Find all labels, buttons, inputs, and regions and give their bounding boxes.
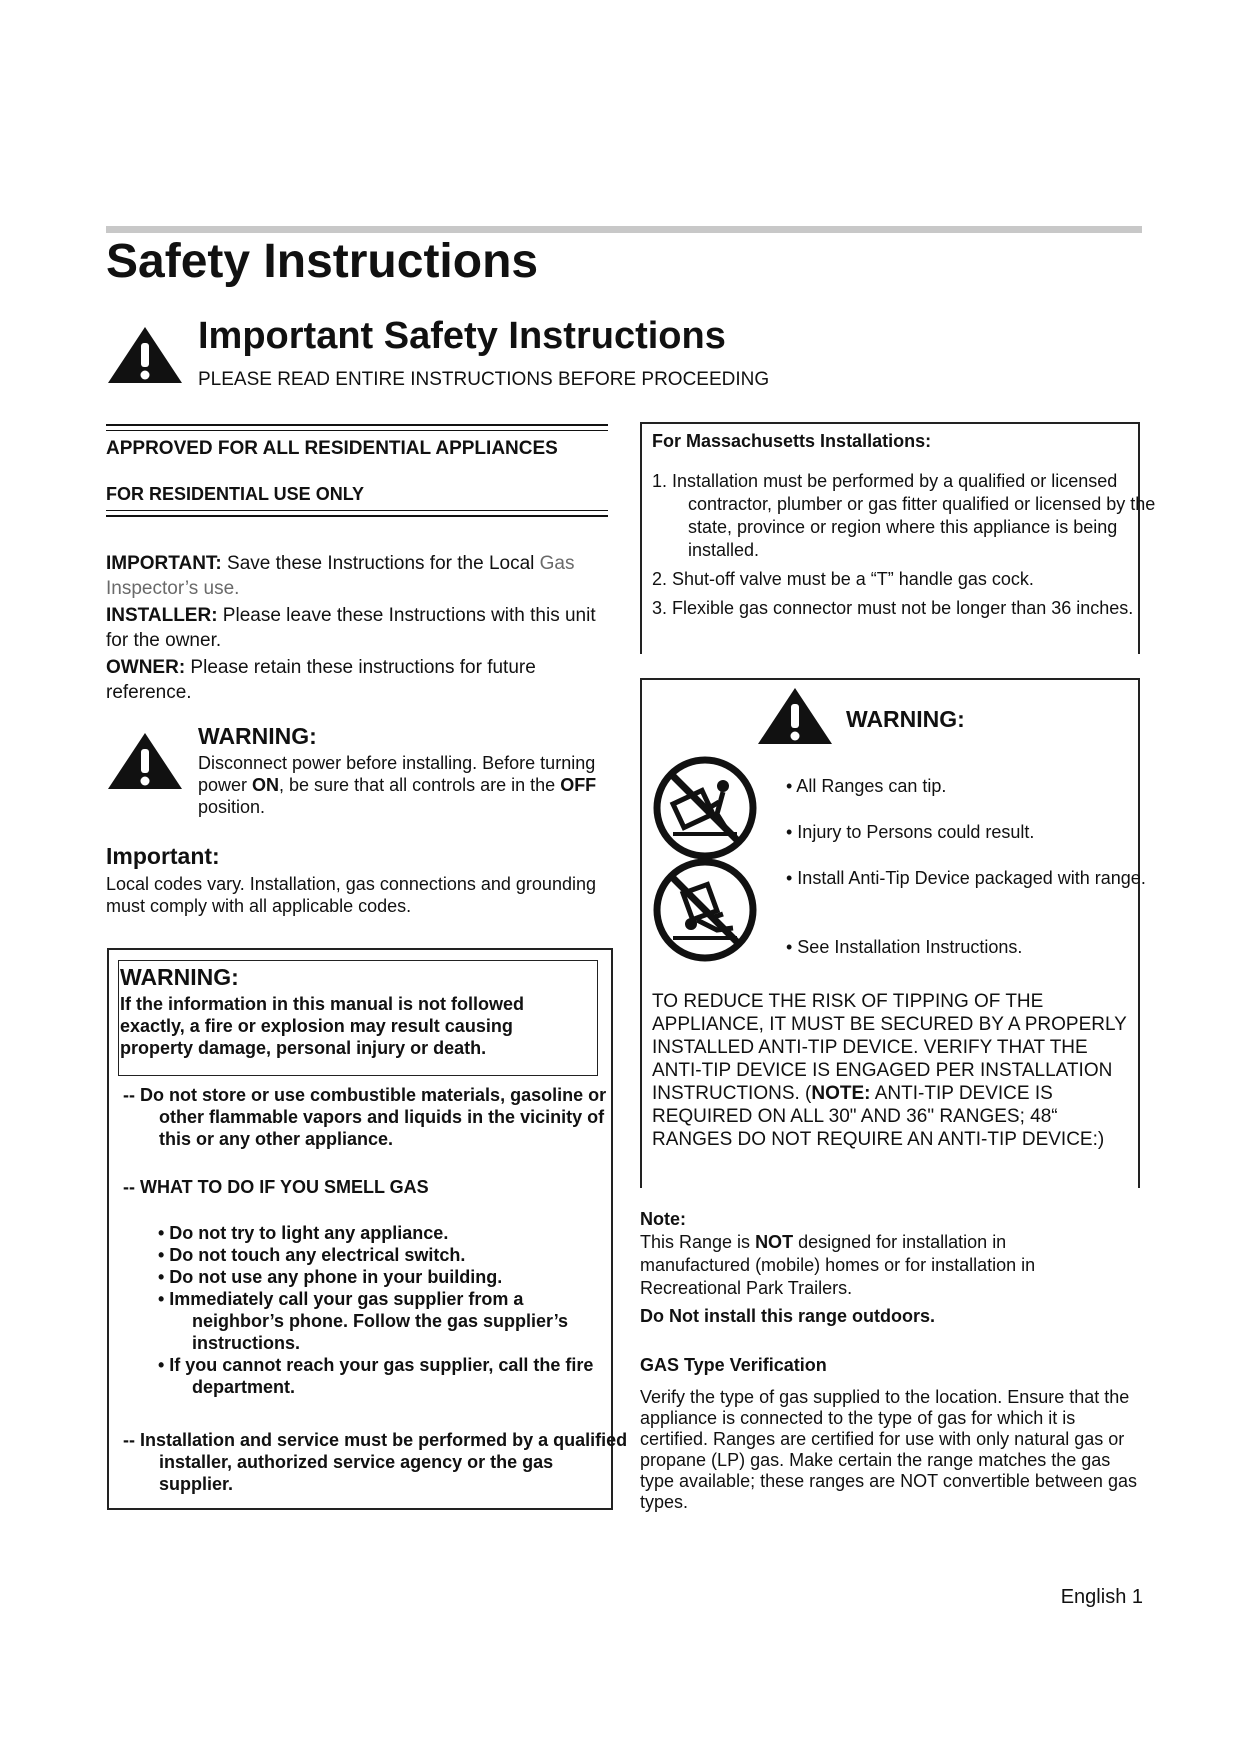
warning-triangle-icon (106, 325, 184, 385)
owner-paragraph: OWNER: Please retain these instructions for future reference. (106, 657, 536, 703)
page-subtitle: Important Safety Instructions (198, 315, 726, 357)
rule (106, 424, 608, 426)
list-item: • Immediately call your gas supplier from a neighbor’s phone. Follow the gas supplier’s instructions. (158, 1289, 569, 1353)
approved-heading: APPROVED FOR ALL RESIDENTIAL APPLIANCES (106, 438, 558, 459)
list-item: • Do not try to light any appliance. (158, 1223, 449, 1243)
page-title: Safety Instructions (106, 235, 539, 288)
outdoors-warning: Do Not install this range outdoors. (640, 1306, 936, 1326)
read-instructions-note: PLEASE READ ENTIRE INSTRUCTIONS BEFORE PROCEEDING (198, 369, 770, 390)
installer-paragraph: INSTALLER: Please leave these Instructions with this unit for the owner. (106, 605, 596, 651)
note-heading: Note: (640, 1209, 686, 1229)
smell-gas-heading: -- WHAT TO DO IF YOU SMELL GAS (123, 1177, 429, 1197)
local-codes-text: Local codes vary. Installation, gas connections and grounding must comply with all applicable codes. (106, 874, 596, 916)
note-text: This Range is NOT designed for installation in manufactured (mobile) homes or for installation in Recreational Park Trailers. (640, 1232, 1036, 1298)
gas-type-heading: GAS Type Verification (640, 1355, 827, 1375)
rule (106, 430, 608, 431)
warning-triangle-icon (106, 731, 184, 791)
important-heading: Important: (106, 843, 220, 869)
warning-triangle-icon (755, 686, 835, 746)
tip-bullet: • See Installation Instructions. (786, 937, 1023, 957)
anti-tip-warning-heading: WARNING: (846, 706, 965, 732)
massachusetts-item: 3. Flexible gas connector must not be longer than 36 inches. (652, 598, 1134, 618)
installation-service-item: -- Installation and service must be performed by a qualified installer, authorized service agency or the gas supplier. (123, 1430, 628, 1494)
range-tip-hazard-icon (653, 858, 757, 962)
combustible-materials-item: -- Do not store or use combustible materials, gasoline or other flammable vapors and liquids in the vicinity of this or any other appliance. (123, 1085, 607, 1149)
gas-warning-heading: WARNING: (120, 964, 239, 990)
rule (106, 515, 608, 517)
massachusetts-item: 1. Installation must be performed by a qualified or licensed contractor, plumber or gas fitter qualified or licensed by the state, province or region where this appliance is being installed. (652, 471, 1156, 560)
list-item: • Do not use any phone in your building. (158, 1267, 503, 1287)
list-item: • Do not touch any electrical switch. (158, 1245, 466, 1265)
tip-bullet: • Injury to Persons could result. (786, 822, 1035, 842)
massachusetts-item: 2. Shut-off valve must be a “T” handle gas cock. (652, 569, 1034, 589)
range-tip-hazard-icon (653, 756, 757, 860)
page-footer: English 1 (1060, 1586, 1143, 1608)
residential-only-heading: FOR RESIDENTIAL USE ONLY (106, 484, 365, 504)
gas-type-text: Verify the type of gas supplied to the location. Ensure that the appliance is connected to the type of gas for which it is certified. Ranges are certified for use with only natural gas or propane (LP) gas. Make certain the range matches the gas type available; these ranges are NOT convertible between gas types. (640, 1387, 1137, 1512)
rule (106, 510, 608, 511)
anti-tip-caps-warning: TO REDUCE THE RISK OF TIPPING OF THE APPLIANCE, IT MUST BE SECURED BY A PROPERLY INSTALLED ANTI-TIP DEVICE. VERIFY THAT THE ANTI-TIP DEVICE IS ENGAGED PER INSTALLATION INSTRUCTIONS. (NOTE: ANTI-TIP DEVICE IS REQUIRED ON ALL 30" AND 36" RANGES; 48“ RANGES DO NOT REQUIRE AN ANTI-TIP DEVICE:) (652, 991, 1127, 1150)
gas-warning-text: If the information in this manual is not followed exactly, a fire or explosion may result causing property damage, personal injury or death. (120, 994, 524, 1058)
disconnect-power-warning: Disconnect power before installing. Before turning power ON, be sure that all controls are in the OFF position. (198, 753, 597, 817)
tip-bullet: • Install Anti-Tip Device packaged with range. (786, 868, 1146, 888)
list-item: • If you cannot reach your gas supplier, call the fire department. (158, 1355, 594, 1397)
important-paragraph: IMPORTANT: Save these Instructions for the Local Gas Inspector’s use. (106, 553, 575, 599)
massachusetts-heading: For Massachusetts Installations: (652, 431, 932, 451)
smell-gas-list (158, 1222, 598, 1398)
tip-bullet: • All Ranges can tip. (786, 776, 947, 796)
warning-heading: WARNING: (198, 723, 317, 749)
